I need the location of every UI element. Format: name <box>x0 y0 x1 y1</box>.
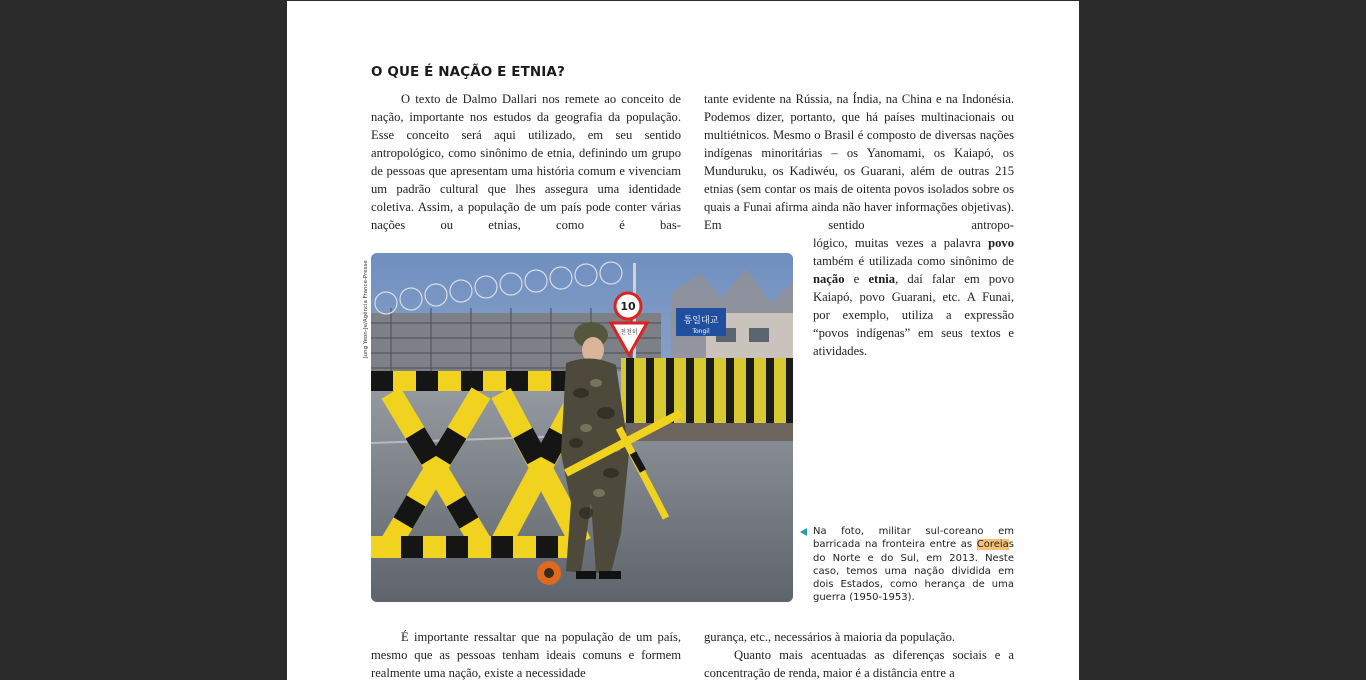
right-column-wrap <box>813 234 1014 360</box>
caption-text: Na foto, militar sul-coreano em barricada na fronteira entre as <box>813 526 1014 551</box>
border-photo <box>371 253 793 602</box>
caption-text: s do Norte e do Sul, em 2013. Neste caso, temos uma nação dividida em dois Estados, como herança de uma guerra (1950-1953). <box>813 539 1014 604</box>
left-column-top <box>371 90 681 234</box>
highlighted-word: Coreia <box>976 539 1009 551</box>
paragraph-security: gurança, etc., necessários à maioria da população. <box>704 630 956 644</box>
blue-sign-label: 통일대교 <box>683 316 719 326</box>
text-run: também é utilizada como sinônimo de <box>813 254 1014 268</box>
document-page <box>287 1 1079 680</box>
paragraph-multiethnic: tante evidente na Rússia, na Índia, na China e na Indonésia. Podemos dizer, portanto, que há países multinacionais ou multiétnicos. Mesmo o Brasil é composto de diversas nações indígenas minoritárias – os Yanomami, os Kaiapó, os Munduruku, os Kadiwéu, os Guarani, além de outras 215 etnias (sem contar os mais de oitenta povos isolados sobre os quais a Funai afirma ainda não haver informações objetivas). Em sentido antropo- <box>704 92 1014 232</box>
yield-sign-label: 천천히 <box>620 329 638 336</box>
paragraph-povo <box>813 234 1014 360</box>
speed-sign-value: 10 <box>620 300 636 313</box>
text-run: , daí falar em povo Kaiapó, povo Guarani, etc. A Funai, por exemplo, utiliza a expressão “povos indígenas” em seus textos e atividades. <box>813 272 1014 358</box>
right-column-bottom <box>704 628 1014 680</box>
caption-marker-icon <box>800 528 807 536</box>
right-column-top <box>704 90 1014 234</box>
text-run: e <box>844 272 869 286</box>
photo-caption <box>813 525 1014 605</box>
paragraph-population: É importante ressaltar que na população de um país, mesmo que as pessoas tenham ideais comuns e formem realmente uma nação, existe a necessidade <box>371 630 681 680</box>
left-column-bottom <box>371 628 681 680</box>
blue-sign-sublabel: Tongil <box>692 328 710 335</box>
bold-term-povo: povo <box>988 236 1014 250</box>
paragraph-inequality: Quanto mais acentuadas as diferenças sociais e a concentração de renda, maior é a distância entre a <box>704 648 1014 680</box>
photo-credit: Jung Yeon-Je/Agência France-Presse <box>363 260 369 358</box>
bold-term-etnia: etnia <box>868 272 896 286</box>
bold-term-nacao: nação <box>813 272 845 286</box>
text-run: lógico, muitas vezes a palavra <box>813 236 989 250</box>
section-heading: O QUE É NAÇÃO E ETNIA? <box>371 64 565 80</box>
paragraph-nation-concept: O texto de Dalmo Dallari nos remete ao conceito de nação, importante nos estudos da geografia da população. Esse conceito será aqui utilizado, em seu sentido antropológico, como sinônimo de etnia, definindo um grupo de pessoas que apresentam uma história comum e vivenciam um padrão cultural que lhes assegura uma identidade coletiva. Assim, a população de um país pode conter várias nações ou etnias, como é bas- <box>371 92 681 232</box>
photo-illustration <box>371 253 793 602</box>
